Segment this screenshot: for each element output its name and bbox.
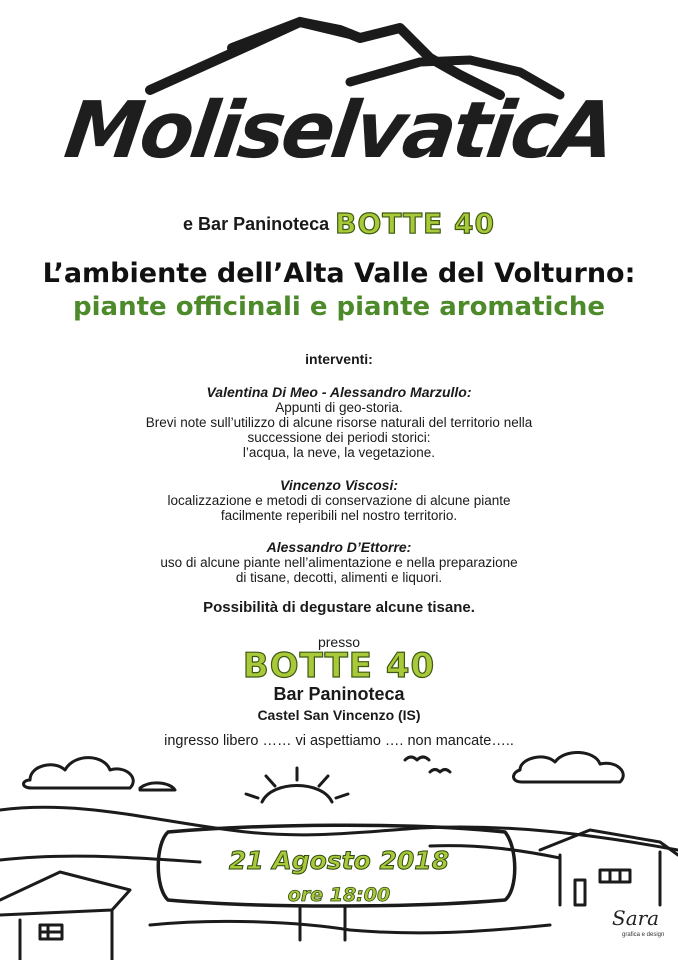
program-heading: interventi: <box>305 351 373 367</box>
sun-shape <box>262 786 332 803</box>
description-line: localizzazione e metodi di conservazione di alcune piante <box>167 493 511 508</box>
venue-location: Castel San Vincenzo (IS) <box>257 707 421 723</box>
invitation-footer: ingresso libero …… vi aspettiamo …. non mancate….. <box>164 733 514 749</box>
subbrand-prefix: e Bar Paninoteca <box>183 214 330 234</box>
tasting-note: Possibilità di degustare alcune tisane. <box>203 599 475 616</box>
designer-subtitle: grafica e design <box>622 932 665 938</box>
speaker-description <box>0 555 678 585</box>
description-line: Appunti di geo-storia. <box>275 400 403 415</box>
event-date: 21 Agosto 2018 <box>228 846 450 875</box>
cloud-shape <box>140 783 175 790</box>
event-time: ore 18:00 <box>287 884 391 906</box>
bird-shape <box>405 757 429 760</box>
description-line: uso di alcune piante nell’alimentazione e nella preparazione <box>160 555 518 570</box>
description-line: l’acqua, la neve, la vegetazione. <box>242 445 436 460</box>
speaker-name: Valentina Di Meo - Alessandro Marzullo: <box>206 384 472 400</box>
speaker-description <box>0 493 678 523</box>
brand-logo: MoliselvaticA <box>59 86 619 176</box>
speaker-name: Alessandro D’Ettorre: <box>266 539 412 555</box>
speaker-name: Vincenzo Viscosi: <box>280 477 398 493</box>
event-title-line2: piante officinali e piante aromatiche <box>73 292 605 322</box>
description-line: Brevi note sull’utilizzo di alcune risorse naturali del territorio nella <box>145 415 533 430</box>
presso-label: presso <box>317 634 361 650</box>
speaker-description <box>0 400 678 460</box>
venue-name: Bar Paninoteca <box>273 684 405 704</box>
description-line: successione dei periodi storici: <box>247 430 431 445</box>
designer-signature: Sara <box>612 906 660 930</box>
description-line: facilmente reperibili nel nostro territorio. <box>220 508 458 523</box>
bird-shape <box>430 770 450 773</box>
cloud-shape <box>514 752 624 782</box>
subbrand-row <box>0 204 678 240</box>
cloud-shape <box>24 758 134 788</box>
event-title-line1: L’ambiente dell’Alta Valle del Volturno: <box>42 258 636 289</box>
botte-logo: BOTTE 40 <box>335 207 495 240</box>
venue-logo: BOTTE 40 <box>242 646 436 686</box>
description-line: di tisane, decotti, alimenti e liquori. <box>235 570 443 585</box>
